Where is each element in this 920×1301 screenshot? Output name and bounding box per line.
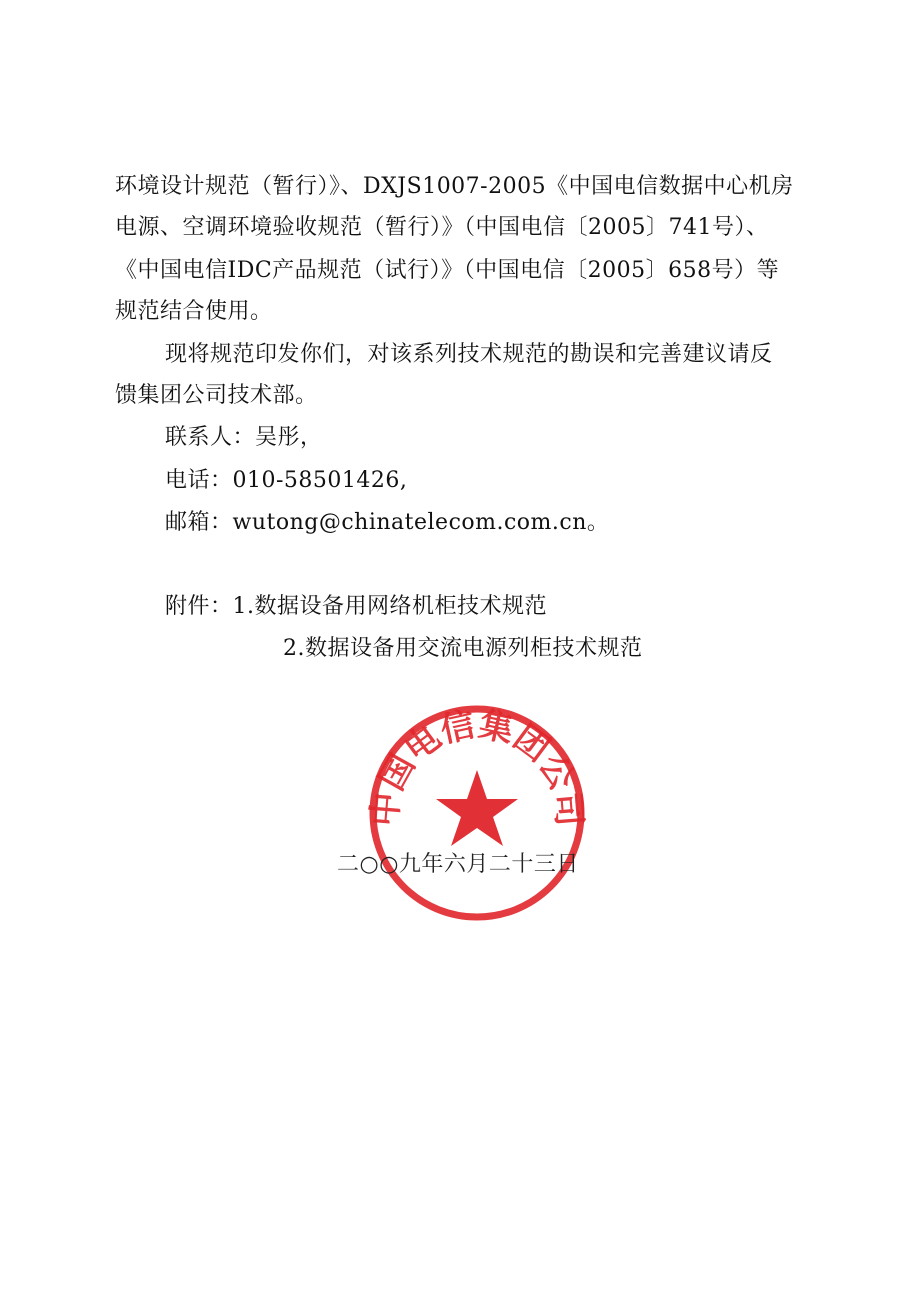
contact-phone: 电话：010-58501426, — [165, 468, 408, 493]
paragraph1-line1: 环境设计规范（暂行）》、DXJS1007-2005《中国电信数据中心机房 — [115, 174, 794, 199]
paragraph1-line4: 规范结合使用。 — [115, 299, 273, 324]
paragraph2-line1: 现将规范印发你们，对该系列技术规范的勘误和完善建议请反 — [165, 342, 773, 367]
paragraph1-line3: 《中国电信IDC产品规范（试行）》（中国电信〔2005〕658号）等 — [115, 258, 780, 283]
document-date: 二○○九年六月二十三日 — [337, 852, 579, 877]
contact-person: 联系人：吴彤， — [165, 425, 323, 450]
paragraph2-line2: 馈集团公司技术部。 — [115, 383, 318, 408]
paragraph1-line2: 电源、空调环境验收规范（暂行）》（中国电信〔2005〕741号）、 — [115, 215, 769, 240]
attachment-item-1: 附件：1.数据设备用网络机柜技术规范 — [165, 594, 547, 619]
seal-star-icon — [436, 770, 518, 846]
official-seal — [362, 698, 592, 928]
attachment-item-2: 2.数据设备用交流电源列柜技术规范 — [283, 636, 643, 661]
seal-graphic — [362, 698, 592, 928]
seal-text: 中国电信集团公司 — [364, 704, 590, 828]
contact-email: 邮箱：wutong@chinatelecom.com.cn。 — [165, 510, 610, 535]
